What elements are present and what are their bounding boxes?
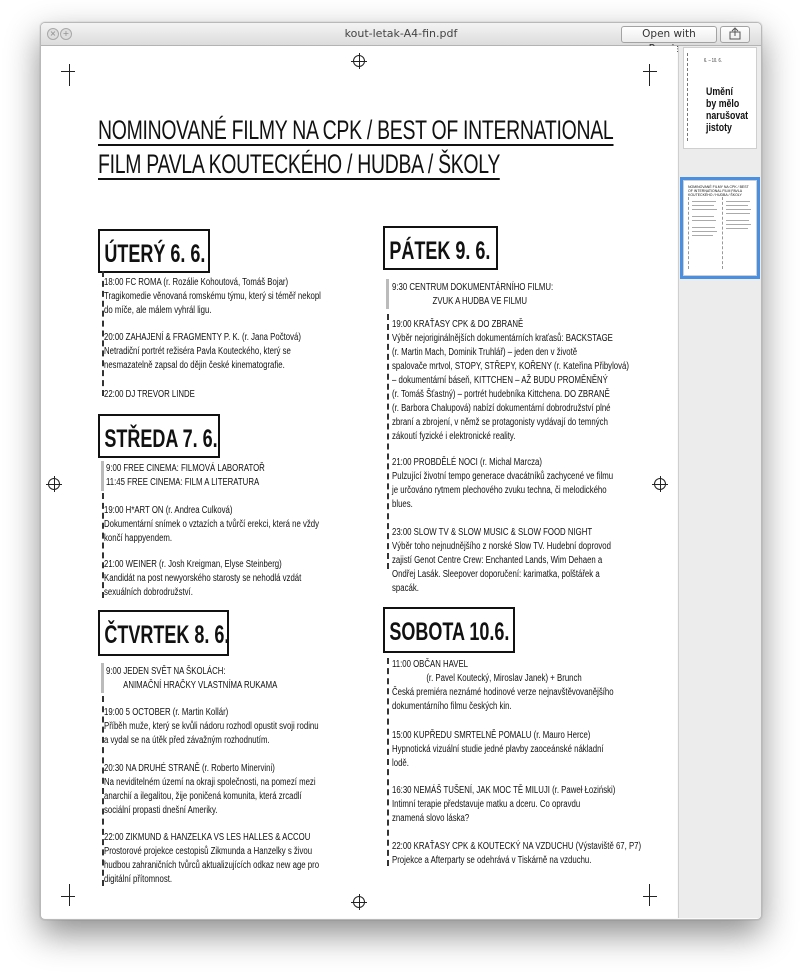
registration-mark-icon xyxy=(353,55,365,67)
document-title-line-1: NOMINOVANÉ FILMY NA CPK / BEST OF INTERNATIONAL xyxy=(98,115,614,145)
event-thursday-1: 9:00 JEDEN SVĚT NA ŠKOLÁCH: ANIMAČNÍ HRAČKY VLASTNÍMA RUKAMA xyxy=(106,666,278,691)
share-icon xyxy=(721,27,749,42)
titlebar xyxy=(41,23,761,46)
event-thursday-2: 19:00 5 OCTOBER (r. Martin Kollár) Příběh muže, který se kvůli nádoru rozhodl opustit svoji rodinu a vydal se na útěk před závažným rozhodnutím. xyxy=(104,707,319,746)
event-saturday-3: 16:30 NEMÁŠ TUŠENÍ, JAK MOC TĚ MILUJI (r. Paweł Łoziński) Intimní terapie představuje matku a dceru. Co opravdu znamená slovo láska? xyxy=(392,785,616,824)
preview-window xyxy=(40,22,762,920)
page-thumbnail-2[interactable] xyxy=(683,180,757,276)
workshop-bar xyxy=(101,663,104,693)
crop-mark xyxy=(649,884,650,906)
workshop-bar xyxy=(386,279,389,309)
event-friday-2: 19:00 KRAŤASY CPK & DO ZBRANĚ Výběr nejoriginálnějších dokumentárních kraťasů: BACKSTAGE (r. Martin Mach, Dominik Truhlář) – jeden den v životě spalovače mrtvol, STOPY, STŘEPY, KOŘENY (r. Kateřina Přibylová) – dokumentární báseň, KITTCHEN – AŽ BUDU PROMĚNĚNÝ (r. Tomáš Šťastný) – portrét hudebníka Kittchena. DO ZBRANĚ (r. Barbora Chalupová) nabízí dokumentární dobrodružství plné zbraní a zbrojení, v němž se protagonisty vydávají do temných zákoutí fyzické i elektronické reality. xyxy=(392,319,629,442)
registration-mark-icon xyxy=(48,478,60,490)
thumbnail-column-right xyxy=(722,197,753,269)
timeline-dashes xyxy=(387,658,389,866)
event-tuesday-1: 18:00 FC ROMA (r. Rozálie Kohoutová, Tomáš Bojar) Tragikomedie věnovaná romskému týmu, který si téměř nekopl do míče, ale málem vyhrál ligu. xyxy=(104,277,321,316)
crop-mark xyxy=(69,64,70,86)
close-icon[interactable]: × xyxy=(47,28,59,40)
event-thursday-3: 20:30 NA DRUHÉ STRANĚ (r. Roberto Minervini) Na neviditelném území na okraji společnosti, na pomezí mezi anarchií a ilegalitou, žije poničená komunita, která zrcadlí sociální propasti dnešní Ameriky. xyxy=(104,763,316,816)
day-header-friday: PÁTEK 9. 6. xyxy=(383,226,498,270)
day-header-saturday: SOBOTA 10.6. xyxy=(383,607,515,653)
thumbnail-dates: 6. – 10. 6. xyxy=(704,58,722,64)
thumbnail-headline: Umění by mělo narušovat jistoty xyxy=(706,86,749,134)
timeline-dashes xyxy=(387,314,389,569)
crop-mark xyxy=(61,71,75,72)
page-thumbnail-1[interactable] xyxy=(683,47,757,149)
event-wednesday-2: 19:00 H*ART ON (r. Andrea Culková) Dokumentární snímek o vztazích a tvůrčí erekci, která ne vždy končí happyendem. xyxy=(104,505,320,544)
crop-mark xyxy=(643,71,657,72)
registration-mark-icon xyxy=(353,896,365,908)
event-wednesday-1: 9:00 FREE CINEMA: FILMOVÁ LABORATOŘ 11:45 FREE CINEMA: FILM A LITERATURA xyxy=(106,463,265,488)
document-page[interactable] xyxy=(41,46,677,918)
fullscreen-icon[interactable]: + xyxy=(60,28,72,40)
event-saturday-4: 22:00 KRAŤASY CPK & KOUTECKÝ NA VZDUCHU (Výstaviště 67, P7) Projekce a Afterparty se odehrává v Tiskárně na vzduchu. xyxy=(392,841,642,866)
crop-mark xyxy=(61,896,75,897)
crop-mark xyxy=(69,884,70,906)
event-tuesday-3: 22:00 DJ TREVOR LINDE xyxy=(104,389,195,400)
crop-mark xyxy=(649,64,650,86)
thumbnail-title: NOMINOVANÉ FILMY NA CPK / BEST OF INTERNATIONAL FILM PAVLA KOUTECKÉHO / HUDBA / ŠKOLY xyxy=(688,185,749,197)
crop-mark xyxy=(643,896,657,897)
event-tuesday-2: 20:00 ZAHAJENÍ & FRAGMENTY P. K. (r. Jana Počtová) Netradiční portrét režiséra Pavla Kouteckého, který se nesmazatelně zapsal do dějin české kinematografie. xyxy=(104,332,301,371)
share-button[interactable] xyxy=(720,26,750,43)
day-header-wednesday: STŘEDA 7. 6. xyxy=(98,414,220,458)
event-friday-3: 21:00 PROBDĚLÉ NOCI (r. Michal Marcza) Pulzující životní tempo generace dvacátníků zachycené ve filmu je určováno rytmem plechového zvuku techna, či melodického blues. xyxy=(392,457,614,510)
window-title: kout-letak-A4-fin.pdf xyxy=(344,27,458,40)
event-friday-4: 23:00 SLOW TV & SLOW MUSIC & SLOW FOOD NIGHT Výběr toho nejnudnějšího z norské Slow TV. Hudební doprovod zajistí Genot Centre Crew: Enchanted Lands, Wim Dehaen a Ondřej Lasák. Sleepover doporučení: karimatka, polštářek a spacák. xyxy=(392,527,611,594)
day-header-tuesday: ÚTERÝ 6. 6. xyxy=(98,229,210,273)
thumbnail-sidebar[interactable] xyxy=(678,46,762,918)
event-thursday-4: 22:00 ZIKMUND & HANZELKA VS LES HALLES & ACCOU Prostorové projekce cestopisů Zikmunda a Hanzelky s živou hudbou zahraničních tvůrců aktualizujících odkaz new age pro digitální přítomnost. xyxy=(104,832,320,885)
registration-mark-icon xyxy=(654,478,666,490)
thumbnail-column-left xyxy=(688,197,719,269)
event-saturday-1: 11:00 OBČAN HAVEL (r. Pavel Koutecký, Miroslav Janek) + Brunch Česká premiéra neznámé hodinové verze nejnavštěvovanějšího dokumentárního filmu českých kin. xyxy=(392,659,614,712)
day-header-thursday: ČTVRTEK 8. 6. xyxy=(98,610,229,656)
event-friday-1: 9:30 CENTRUM DOKUMENTÁRNÍHO FILMU: ZVUK A HUDBA VE FILMU xyxy=(392,282,554,307)
thumbnail-timeline xyxy=(687,53,689,141)
event-saturday-2: 15:00 KUPŘEDU SMRTELNĚ POMALU (r. Mauro Herce) Hypnotická vizuální studie jedné plavby zaoceánské nákladní lodě. xyxy=(392,730,604,769)
open-with-preview-button[interactable]: Open with xyxy=(621,26,717,43)
workshop-bar xyxy=(101,461,104,491)
document-title-line-2: FILM PAVLA KOUTECKÉHO / HUDBA / ŠKOLY xyxy=(98,149,501,179)
event-wednesday-3: 21:00 WEINER (r. Josh Kreigman, Elyse Steinberg) Kandidát na post newyorského starosty se nehodlá vzdát sexuálních dobrodružství. xyxy=(104,559,302,598)
